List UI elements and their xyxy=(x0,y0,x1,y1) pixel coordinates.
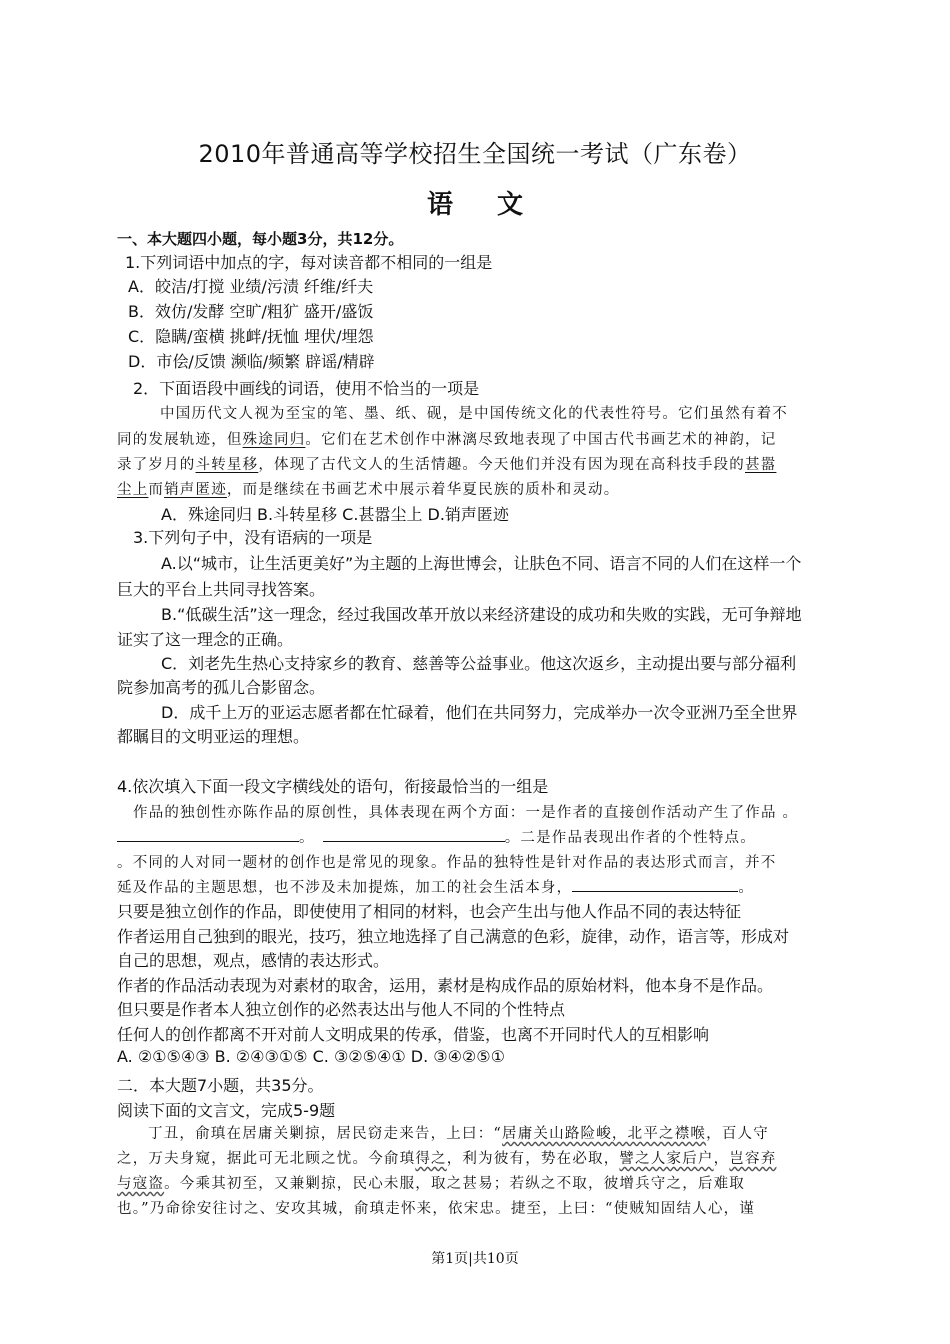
passage-text: 。二是作品表现出作者的个性特点。 xyxy=(504,830,756,846)
question-3-option-b-line-1: B.“低碳生活”这一理念，经过我国改革开放以来经济建设的成功和失败的实践，无可争辩地 xyxy=(161,605,802,624)
passage-text: ， xyxy=(713,1151,730,1167)
passage-text: ，利为彼有，势在必取， xyxy=(446,1151,620,1167)
question-4-passage-line-2 xyxy=(117,826,756,847)
question-4-stem: 4.依次填入下面一段文字横线处的语句，衔接最恰当的一组是 xyxy=(117,777,549,796)
classical-text-line-2 xyxy=(117,1147,776,1168)
underlined-term-4: 销声匿迹 xyxy=(164,482,227,498)
underlined-term-1: 殊途同归 xyxy=(242,432,306,448)
subject-heading: 语文 xyxy=(426,190,567,220)
passage-text: 而 xyxy=(148,482,165,498)
question-3-option-b-line-2: 证实了这一理念的正确。 xyxy=(117,630,294,649)
reading-instruction: 阅读下面的文言文，完成5-9题 xyxy=(117,1101,336,1120)
question-4-passage-line-4 xyxy=(117,876,754,897)
passage-text: ，而是继续在书画艺术中展示着华夏民族的质朴和灵动。 xyxy=(226,482,620,498)
section-two-heading: 二．本大题7小题，共35分。 xyxy=(117,1076,324,1095)
question-2-passage-line-3 xyxy=(117,453,776,474)
underlined-term-2: 斗转星移 xyxy=(195,457,259,473)
question-1-option-b: B．效仿/发酵 空旷/粗犷 盛开/盛饭 xyxy=(128,302,374,321)
classical-text-line-1 xyxy=(148,1122,769,1143)
question-4-sentence-2-line-2: 自己的思想，观点，感情的表达形式。 xyxy=(117,951,390,970)
wavy-underlined-phrase: 岂容弃 xyxy=(729,1151,777,1167)
passage-text: 。 xyxy=(738,880,755,896)
question-2-passage-line-1: 中国历代文人视为至宝的笔、墨、纸、砚，是中国传统文化的代表性符号。它们虽然有着不 xyxy=(160,406,788,422)
question-4-passage-line-1: 作品的独创性亦陈作品的原创性，具体表现在两个方面：一是作者的直接创作活动产生了作品 。 xyxy=(133,805,799,821)
question-4-sentence-1: 只要是独立创作的作品，即使使用了相同的材料，也会产生出与他人作品不同的表达特征 xyxy=(117,902,742,921)
question-3-option-a-line-2: 巨大的平台上共同寻找答案。 xyxy=(117,580,326,599)
answer-blank-1[interactable] xyxy=(117,827,299,842)
passage-text: 同的发展轨迹，但 xyxy=(117,432,243,448)
passage-text: ，百人守 xyxy=(706,1126,769,1142)
question-2-options: A．殊途同归 B.斗转星移 C.甚嚣尘上 D.销声匿迹 xyxy=(161,505,509,524)
question-3-option-d-line-2: 都瞩目的文明亚运的理想。 xyxy=(117,727,310,746)
answer-blank-2[interactable] xyxy=(323,827,505,842)
question-2-stem: 2．下面语段中画线的词语，使用不恰当的一项是 xyxy=(133,379,480,398)
question-4-passage-line-3: 。不同的人对同一题材的创作也是常见的现象。作品的独特性是针对作品的表达形式而言，并不 xyxy=(117,855,777,871)
question-3-option-c-line-2: 院参加高考的孤儿合影留念。 xyxy=(117,678,326,697)
question-1-option-d: D．市侩/反馈 濒临/频繁 辟谣/精辟 xyxy=(128,352,375,371)
question-4-sentence-4: 但只要是作者本人独立创作的必然表达出与他人不同的个性特点 xyxy=(117,1000,566,1019)
section-one-heading: 一、本大题四小题，每小题3分，共12分。 xyxy=(117,230,404,248)
question-4-sentence-2-line-1: 作者运用自己独到的眼光，技巧，独立地选择了自己满意的色彩，旋律，动作，语言等，形成对 xyxy=(117,927,790,946)
passage-text: ，体现了古代文人的生活情趣。今天他们并没有因为现在高科技手段的 xyxy=(258,457,746,473)
underlined-term-3b: 尘上 xyxy=(117,482,149,498)
question-3-option-a-line-1: A.以“城市，让生活更美好”为主题的上海世博会，让肤色不同、语言不同的人们在这样一个 xyxy=(161,554,802,573)
question-3-option-c-line-1: C．刘老先生热心支持家乡的教育、慈善等公益事业。他这次返乡，主动提出要与部分福利 xyxy=(161,654,797,673)
passage-text: 丁丑，俞瑱在居庸关剿掠，居民窃走来告，上曰：“ xyxy=(148,1126,503,1142)
passage-text: 。 xyxy=(299,830,315,846)
question-1-option-c: C．隐瞒/蛮横 挑衅/抚恤 埋伏/埋怨 xyxy=(128,327,374,346)
passage-text: 。它们在艺术创作中淋漓尽致地表现了中国古代书画艺术的神韵，记 xyxy=(305,432,777,448)
question-2-passage-line-4 xyxy=(117,478,619,499)
wavy-underlined-phrase: 譬之人家后户 xyxy=(619,1151,714,1167)
question-3-option-d-line-1: D．成千上万的亚运志愿者都在忙碌着，他们在共同努力，完成举办一次令亚洲乃至全世界 xyxy=(161,703,798,722)
answer-blank-3[interactable] xyxy=(572,877,738,892)
passage-text: 。今乘其初至，又兼剿掠，民心未服，取之甚易；若纵之不取，彼增兵守之，后难取 xyxy=(164,1176,746,1192)
passage-text: 延及作品的主题思想，也不涉及未加提炼，加工的社会生活本身， xyxy=(117,880,573,896)
question-4-options: A. ②①⑤④③ B. ②④③①⑤ C. ③②⑤④① D. ③④②⑤① xyxy=(117,1047,505,1066)
question-3-stem: 3.下列句子中，没有语病的一项是 xyxy=(133,528,373,547)
wavy-underlined-phrase: 居庸关山路险峻，北平之襟喉 xyxy=(502,1126,707,1142)
question-1-stem: 1.下列词语中加点的字，每对读音都不相同的一组是 xyxy=(125,253,493,272)
underlined-term-3a: 甚嚣 xyxy=(745,457,777,473)
question-1-option-a: A．皎洁/打搅 业绩/污渍 纤维/纤夫 xyxy=(128,277,374,296)
passage-text: 之，万夫身窥，据此可无北顾之忧。今俞瑱 xyxy=(117,1151,416,1167)
question-4-sentence-5: 任何人的创作都离不开对前人文明成果的传承，借鉴，也离不开同时代人的互相影响 xyxy=(117,1025,710,1044)
classical-text-line-4: 也。”乃命徐安往讨之、安攻其城，俞瑱走怀来，依宋忠。捷至，上曰：“使贼知固结人心，谨 xyxy=(117,1201,755,1217)
question-4-sentence-3: 作者的作品活动表现为对素材的取舍，运用，素材是构成作品的原始材料，他本身不是作品。 xyxy=(117,976,774,995)
page-footer: 第1页|共10页 xyxy=(431,1251,519,1267)
passage-text: 录了岁月的 xyxy=(117,457,196,473)
question-2-passage-line-2 xyxy=(117,428,776,449)
classical-text-line-3 xyxy=(117,1172,745,1193)
wavy-underlined-phrase: 与寇盗 xyxy=(117,1176,165,1192)
wavy-underlined-phrase: 得之 xyxy=(415,1151,447,1167)
page-title: 2010年普通高等学校招生全国统一考试（广东卷） xyxy=(198,140,752,168)
